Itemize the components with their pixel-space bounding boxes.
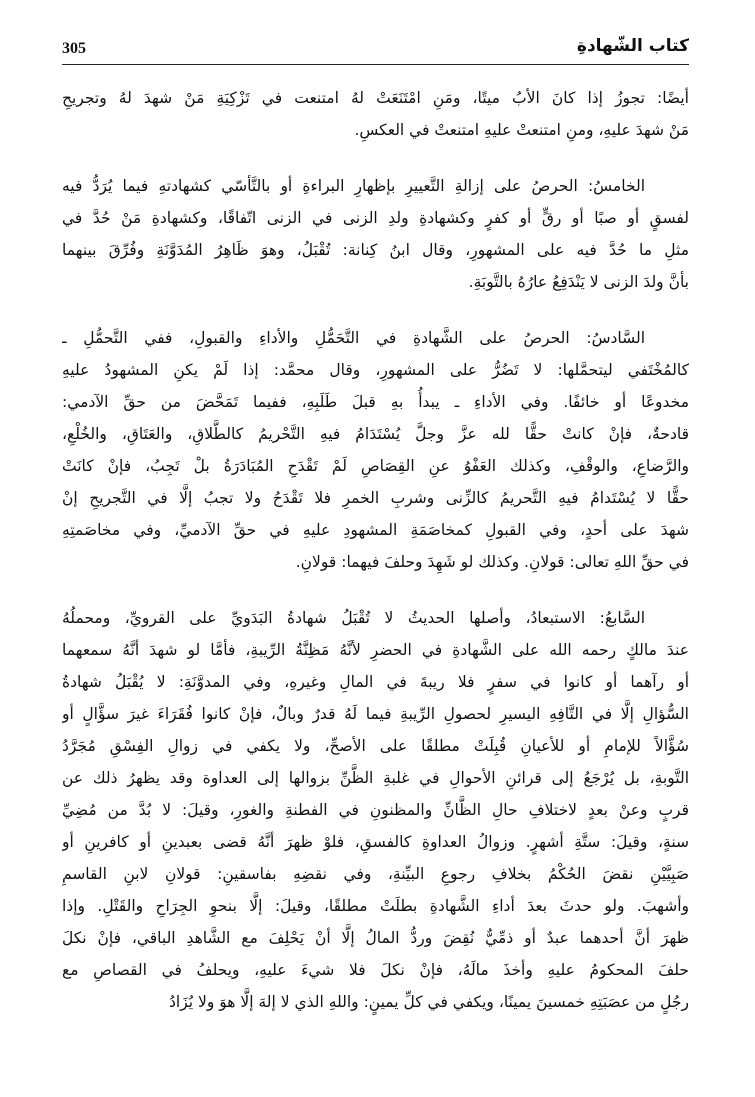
- book-title: كتاب الشّهادةِ: [576, 36, 689, 56]
- paragraph-gap: [62, 298, 689, 322]
- text-line: التَّوبةِ، بل يُرْجَعُ إلى قرائنِ الأحوالِ في غلبةِ الظَّنِّ بزوالها إلى العداوة وقد يظهرُ ذلك عن: [62, 769, 689, 787]
- text-line: سُؤَّالاً للإمامِ أو للأعيانِ قُبِلَتْ مطلقًا على الأصحِّ، ولا يكفي في زوالِ الفِسْقِ مُجَرَّدُ: [62, 737, 689, 755]
- text-line: مثلِ ما حُدَّ فيه على المشهورِ، وقال ابنُ كِنانة: تُقْبَلُ، وهوَ ظَاهِرُ المُدَوَّنَةِ وفُرِّقَ بينهما: [62, 241, 689, 259]
- text-line: وأشهبَ. ولو حدثَ بعدَ أداءِ الشَّهادةِ بطلَتْ مطلقًا، وقيلَ: إلَّا بنحوِ الجِرَاحِ والقَتْلِ. وإذا: [62, 897, 689, 915]
- text-line: رجُلٍ من عصَبَتِهِ خمسينَ يمينًا، ويكفي في كلِّ يمينٍ: واللهِ الذي لا إلهَ إلَّا هوَ ولا يُزَادُ: [169, 993, 689, 1011]
- text-line: السَّادسُ: الحرصُ على الشَّهادةِ في التَّحَمُّلِ والأداءِ والقبولِ، ففي التَّحمُّلِ ـ: [62, 329, 645, 347]
- text-line: بأنَّ ولدَ الزنى لا يَنْدَفِعُ عارُهُ بالتَّوبَةِ.: [468, 273, 689, 291]
- text-line: كالمُخْتَفي ليتحمَّلها: لا تَضُرُّ على المشهورِ، وقال محمَّد: إذا لَمْ يكنِ المشهودُ عليهِ: [62, 361, 689, 379]
- page-body: [62, 82, 689, 1018]
- text-line: أيضًا: تجوزُ إذا كانَ الأبُ ميتًا، ومَنِ امْتَنَعَتْ لهُ امتنعت في تَزْكِيَةِ مَنْ شهدَ لهُ وتجريحِ: [62, 89, 689, 107]
- text-line: ظهرَ أنَّ أحدهما عبدٌ أو ذمِّيٌّ نُقِضَ وردُّ المالُ إلَّا أنْ يَحْلِفَ مع الشَّاهدِ الباقي، فإنْ نكلَ: [62, 929, 689, 947]
- paragraph-gap: [62, 578, 689, 602]
- text-line: السَّابعُ: الاستبعادُ، وأصلها الحديثُ لا تُقْبَلُ شهادةُ البَدَويِّ على القرويِّ، ومحملُهُ: [62, 609, 645, 627]
- text-line: صَبِيَّيْنِ نقضَ الحُكْمُ بخلافِ رجوعِ البيِّنةِ، وفي نقضِهِ بفاسقينِ: قولانِ لابنِ القاسمِ: [62, 865, 689, 883]
- page-number: 305: [62, 40, 86, 57]
- paragraph-fifth: [62, 170, 689, 298]
- running-header: [62, 34, 689, 65]
- text-line: حقًّا لا يُسْتَدامُ فيهِ التَّحريمُ كالزِّنى وشربِ الخمرِ فلا تَقْدَحُ ولا تجبُ إلَّا في التَّجريحِ إنْ: [62, 489, 689, 507]
- text-line: الخامسُ: الحرصُ على إزالةِ التَّعييرِ بإظهارِ البراءةِ أو بالتَّأسّي كشهادتهِ فيما يُرَدُّ فيه: [62, 177, 645, 195]
- paragraph-continuation: [62, 82, 689, 146]
- text-line: أو رآهما أو كانوا في سفرٍ فلا ريبةَ في المالِ وغيرهِ، وفي المدوَّنَةِ: لا يُقْبَلُ شهادةُ: [62, 673, 689, 691]
- paragraph-seventh: [62, 602, 689, 1018]
- text-line: قادحةٌ، فإنْ كانتْ حقًّا لله عزَّ وجلَّ يُسْتَدَامُ فيهِ التَّحْريمُ كالطَّلاقِ، والعَتَاقِ، والخُلْعِ،: [62, 425, 689, 443]
- text-line: والرَّضاعِ، والوقْفِ، وكذلك العَفْوُ عنِ القِصَاصِ لَمْ تَقْدَحِ المُبَادَرَةُ بلْ تَجِبُ، فإنْ كانَتْ: [62, 457, 689, 475]
- text-line: قربٍ وعنْ بعدٍ لاختلافِ حالِ الظَّانِّ والمظنونِ في الفطنةِ والغورِ، وقيلَ: لا بُدَّ من مُضِيِّ: [62, 801, 689, 819]
- text-line: شهدَ على أحدٍ، وفي القبولِ كمخاصَمَةِ المشهودِ عليهِ في حقِّ الآدميِّ، وفي مخاصَمتِهِ: [62, 521, 689, 539]
- text-line: لفسقٍ أو صبًا أو رقٍّ أو كفرٍ وكشهادةِ ولدِ الزنى في الزنى اتّفاقًا، وكشهادةِ مَنْ حُدَّ في: [62, 209, 689, 227]
- text-line: مخدوعًا أو خائفًا. وفي الأداءِ ـ يبدأُ بهِ قبلَ طَلَبِهِ، ففيما تَمَحَّضَ من حقِّ الآدمي:: [62, 393, 689, 411]
- text-line: حلفَ المحكومُ عليهِ وأخذَ مالَهُ، فإنْ نكلَ فلا شيءَ عليهِ، ويحلفُ في القصاصِ مع: [62, 961, 689, 979]
- text-line: السُّؤالِ إلَّا في التَّافِهِ اليسيرِ لحصولِ الرِّيبةِ فيما لَهُ قدرٌ وبالٌ، فإنْ كانوا فُقَرَاءَ غيرَ سؤَّالٍ أو: [62, 705, 689, 723]
- text-line: عندَ مالكٍ رحمه الله على الشَّهادةِ في الحضرِ لأنَّهُ مَظِنَّةُ الرِّيبةِ، فأمَّا لو شهدَ أنَّهُ سمعهما: [62, 641, 689, 659]
- text-line: في حقِّ اللهِ تعالى: قولانِ. وكذلك لو شَهِدَ وحلفَ فيهما: قولانِ.: [295, 553, 689, 571]
- paragraph-gap: [62, 146, 689, 170]
- paragraph-sixth: [62, 322, 689, 578]
- text-line: سنةٍ، وقيلَ: ستَّةِ أشهرٍ. وزوالُ العداوةِ كالفسقِ، فلوْ ظهرَ أنَّهُ قضى بعبدينِ أو كافرينِ أو: [62, 833, 689, 851]
- text-line: مَنْ شهدَ عليهِ، ومنِ امتنعتْ عليهِ امتنعتْ في العكسِ.: [354, 121, 689, 139]
